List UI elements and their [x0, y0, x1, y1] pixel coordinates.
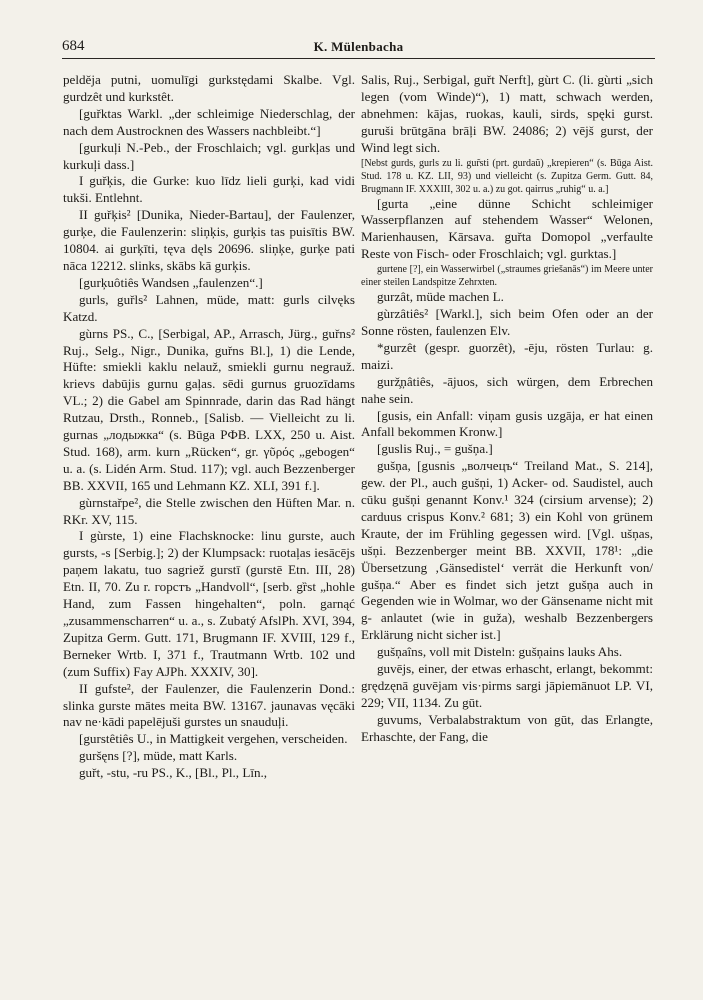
entry-text: [gurstêtiês U., in Mattigkeit vergehen, verscheiden.: [79, 731, 348, 747]
entry-text: II gufste², der Faulenzer, die Faulenzerin Dond.: slinka gurste mātes meita BW. 13167. jaunavas vęcāki nav ne·kādi papelējuši gurstes un snauduļi.: [63, 680, 355, 730]
entry-text: gùrzâtiês² [Warkl.], sich beim Ofen oder an der Sonne rösten, faulenzen Elv.: [361, 306, 653, 338]
entry-text: [gurta „eine dünne Schicht schleimiger Wasserpflanzen auf stehendem Wasser“ Welonen, Marienhausen, Kārsava. guřta Domopol „verfaulte Reste von Fisch- oder Froschlaich; vgl. gurktas.]: [361, 195, 653, 262]
entry-text: gùrns PS., C., [Serbigal, AP., Arrasch, Jürg., guřns² Ruj., Selg., Nigr., Dunika, guřns Bl.], 1) die Lende, Hüfte: smiekli kaklu nelauž, smiekli gurnu negrauž. krievs dabūjis gurnu gaļas. sēdi gurnus gruozīdams VL.; 2) die Gabel am Spinnrade, darin das Rad hängt Rutzau, Drsth., Ronneb., [Salisb. — Vielleicht zu li. gurnas „лодыжка“ (s. Būga PФB. LXX, 250 u. Aist. Stud. 168), arm. kurn „Rücken“, gr. γῦρός „gebogen“ u. a. (s. Lidén Arm. Stud. 117); vgl. auch Bezzenberger BB. XXVII, 165 und Lehmann KZ. XLI, 391 f.].: [63, 325, 355, 493]
right-column: [361, 72, 653, 746]
entry-text: II guřķis² [Dunika, Nieder-Bartau], der Faulenzer, gurķe, die Faulenzerin: sliņķis, gurķis tas puisītis BW. 10804. ai gurķīti, tęva dęls 20696. sliņķe, gurķe pati nāca 12212. slinks, skābs kā gurķis.: [63, 207, 355, 273]
entry-text: pelděja putni, uomulīgi gurkstędami Skalbe. Vgl. gurdzêt und kurkstêt.: [63, 72, 355, 104]
entry-text: Salis, Ruj., Serbigal, guřt Nerft], gùrt C. (li. gùrti „sich legen (vom Winde)“), 1) matt, schwach werden, abnehmen: kājas, ruokas, kauli, sirds, spęki gurst. guruši brūtgāna brāļi BW. 24086; 2) vējš gurst, der Wind legt sich.: [361, 72, 653, 155]
entry-text: [gurķuôtiês Wandsen „faulenzen“.]: [79, 274, 263, 290]
entry-text: guršęns [?], müde, matt Karls.: [79, 748, 238, 764]
entry-text: I gùrste, 1) eine Flachsknocke: linu gurste, auch gursts, -s [Serbig.]; 2) der Klumpsack: ruotaļas iesācējs paņem lakatu, tuo sagriež gurstī (gurstē Etn. III, 28) Etn. II, 70. Zu r. горстъ „Handvoll“, [serb. gȑst „hohle Hand, zum Fassen hingehalten“, poln. garnąć „zusammenscharren“ u. a., s. Zubatý AfslPh. XVI, 394, Zupitza Germ. Gutt. 171, Brugmann IF. XVIII, 129 f., Berneker Wrtb. I, 371 f., Trautmann Wrtb. 102 und (zum Suffix) Fay AJPh. XXXIV, 30].: [63, 528, 355, 679]
entry-text: *gurzêt (gespr. guorzêt), -ēju, rösten Turlau: g. maizi.: [361, 339, 653, 372]
page-header: [62, 36, 655, 59]
entry-text: [guřktas Warkl. „der schleimige Niederschlag, der nach dem Austrocknen des Wassers nachbleibt.“]: [63, 105, 355, 138]
entry-note: gurtene [?], ein Wasserwirbel („straumes griešanās“) im Meere unter einer steilen Landspitze Zehrxten.: [361, 264, 653, 289]
left-column: [63, 72, 355, 782]
entry-text: [gusis, ein Anfall: viņam gusis uzgāja, er hat einen Anfall bekommen Kronw.]: [361, 407, 653, 440]
entry-text: gurls, guřls² Lahnen, müde, matt: gurls cilvęks Katzd.: [63, 291, 355, 324]
entry-text: guvējs, einer, der etwas erhascht, erlangt, bekommt: grędzęnā guvējam vis·pirms sargi jāpiemānuot LP. VI, 229; VII, 1134. Zu gūt.: [361, 661, 653, 710]
entry-text: gurzât, müde machen L.: [377, 289, 504, 305]
entry-text: gurž̧ņâtiês, -ājuos, sich würgen, dem Erbrechen nahe sein.: [361, 373, 653, 406]
entry-text: guřt, -stu, -ru PS., K., [Bl., Pl., Līn.,: [79, 765, 268, 781]
entry-text: [guslis Ruj., = gušņa.]: [377, 441, 493, 457]
entry-text: gušņa, [gusnis „волчецъ“ Treiland Mat., S. 214], gew. der Pl., auch gušņi, 1) Acker- od. Saudistel, auch cūku gušņi genannt Konv.¹ 324 (cirsium arvense); 2) carduus crispus Konv.² 681; 3) ein Kohl von grünem Kraute, der im Frühling gegessen wird. [Vgl. ušņas, ušņi. Bezzenberger meint BB. XXVII, 178¹: „die Übersetzung ‚Gänsedistel‘ verrät die Herkunft von/ gušņa.“ Aber es findet sich jetzt gušņa auch in Gegenden wie in Wolmar, wo der Gänsename nicht mit g- anlautet (wie in guža), weshalb Bezzenbergers Erklärung nicht sicher ist.]: [361, 458, 653, 643]
entry-text: I guřķis, die Gurke: kuo līdz lieli gurķi, kad vidi tukši. Entlehnt.: [63, 173, 355, 206]
entry-text: guvums, Verbalabstraktum von gūt, das Erlangte, Erhaschte, der Fang, die: [361, 711, 653, 744]
entry-text: [gurkuļi N.-Peb., der Froschlaich; vgl. gurkļas und kurkuļi dass.]: [63, 139, 355, 172]
entry-text: gušņaîns, voll mit Disteln: gušņains lauks Ahs.: [377, 644, 623, 660]
entry-note: [Nebst gurds, gurls zu li. gur̃sti (prt. gurdaũ) „krepieren“ (s. Būga Aist. Stud. 178 u. KZ. LII, 93) und vielleicht (s. Zupitza Germ. Gutt. 84, Brugmann IF. XXXIII, 302 u. a.) zu got. qairrus „ruhig“ u. a.]: [361, 157, 653, 195]
entry-text: gùrnstařpe², die Stelle zwischen den Hüften Mar. n. RKr. XV, 115.: [63, 494, 355, 527]
running-title: K. Mülenbacha: [313, 39, 404, 54]
page-number: 684: [62, 38, 85, 54]
